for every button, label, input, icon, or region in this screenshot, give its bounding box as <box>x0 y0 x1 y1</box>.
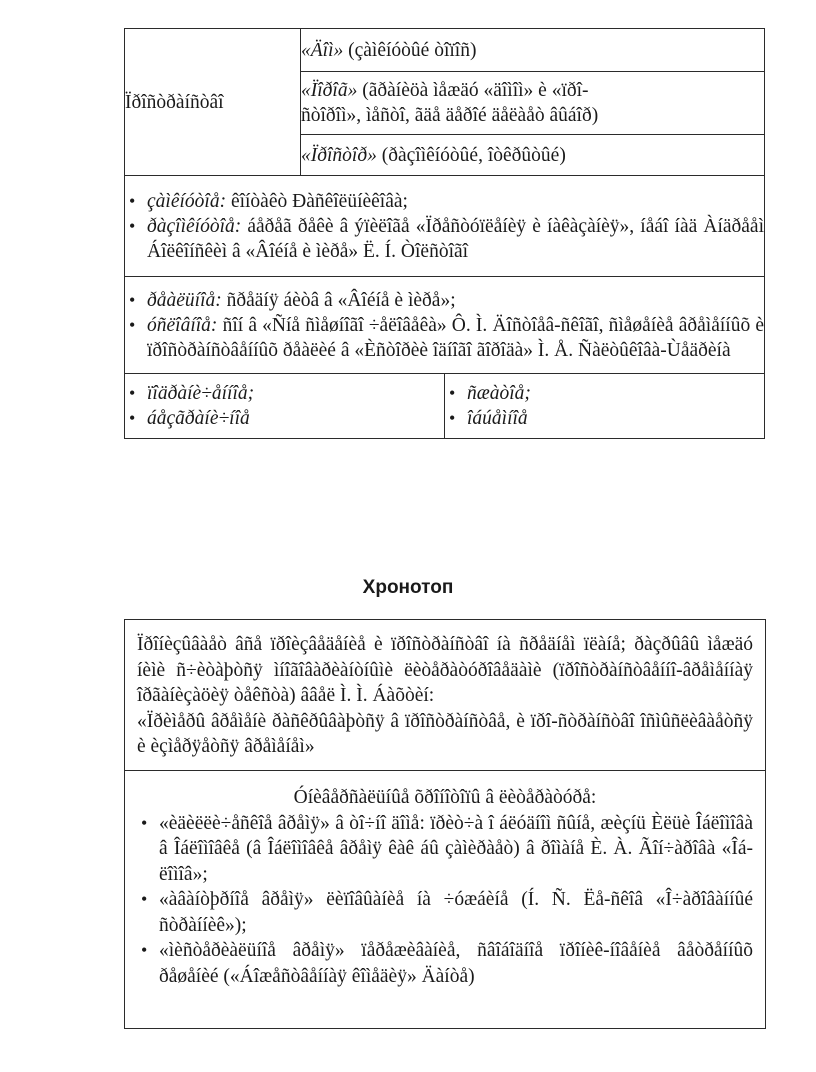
list-item: • «àâàíòþðíîå âðåìÿ» ëèïîâûàíèå íà ÷óæáèíå (Í. Ñ. Ëå-ñêîâ «Î÷àðîâàííûé ñòðàííèê»); <box>137 887 753 938</box>
item-term: óñëîâíîå: <box>147 314 218 336</box>
list-item <box>125 381 444 406</box>
closed-open-block <box>125 176 765 277</box>
item-text: ñðåäíÿ áèòâ â «Âîéíå è ìèðå»; <box>221 289 456 311</box>
item-term: çàìêíóòîå: <box>147 190 227 212</box>
space-type-home <box>301 29 765 72</box>
list-item: • «èäèëëè÷åñêîå âðåìÿ» â òî÷íî äîìå: ïðèò÷à î áëóäíîì ñûíå, æèçíü Èëüè Îáëîìîâà â Îáëîìîâêå (â Îáëîìîâêå âðåìÿ êàê áû çàìèðàåò) â ðîìàíå È. À. Ãîí÷àðîâà «Îá-ëîìîâ»; <box>137 811 753 888</box>
list-item <box>125 214 764 264</box>
space-label-cell <box>125 29 301 176</box>
bounded-block <box>125 374 445 439</box>
home-desc: (çàìêíóòûé òîïîñ) <box>343 39 477 61</box>
list-item <box>445 406 764 431</box>
volume-list <box>445 381 764 431</box>
volume-block <box>445 374 765 439</box>
item-text: êîíòàêò Ðàñêîëüíèêîâà; <box>226 190 408 212</box>
home-term: «Äîì» <box>301 39 344 61</box>
definition-paragraph: Ïðîíèçûâàåò âñå ïðîèçâåäåíèå è ïðîñòðàíñòâî íà ñðåäíåì ïëàíå; ðàçðûâû ìåæäó íèìè ñ÷èòàþòñÿ ìíîãîâàðèàíòíûìè ëèòåðàòóðîâåäàìè (ïðîñòðàíñòâåííî-âðåìåííàÿ îðãàíèçàöèÿ òåêñòà) ââåë Ì. Ì. Áàõòèí: <box>137 634 753 706</box>
chronotope-box <box>124 619 766 1029</box>
list-item <box>125 288 764 313</box>
item-term: ïîäðàíè÷åííîå; <box>147 383 255 404</box>
open-term: «Ïðîñòîð» <box>301 144 377 166</box>
item-text: áåðåã ðåêè â ýïèëîãå «Ïðåñòóïëåíèÿ è íàêàçàíèÿ», íåáî íàä Àíäðååì Áîëêîíñêèì â «Âîéíå è ìèðå» Ë. Í. Òîëñòîãî <box>147 215 765 262</box>
list-item <box>125 189 764 214</box>
item-text: ñîí â «Ñíå ñìåøíîãî ÷åëîâåêà» Ô. Ì. Äîñòîåâ-ñêîãî, ñìåøåíèå âðåìåííûõ è ïðîñòðàíñòâåííûõ ðåàëèé â «Èñòîðèè îäíîãî ãîðîäà» Ì. Å. Ñàëòûêîâà-Ùåäðèíà <box>147 314 765 361</box>
item-term: ðàçîìêíóòîå: <box>147 215 242 237</box>
list-item <box>125 313 764 363</box>
threshold-term: «Ïîðîã» <box>301 80 358 101</box>
open-desc: (ðàçîìêíóòûé, îòêðûòûé) <box>376 144 566 166</box>
list-item: • «ìèñòåðèàëüíîå âðåìÿ» ïåðåæèâàíèå, ñâîáîäíîå ïðîíèê-íîâåíèå âåòðåííûõ ðåøåíèé («Áîæåñòâåííàÿ êîìåäèÿ» Äàíòå) <box>137 938 753 989</box>
space-type-open <box>301 135 765 176</box>
closed-open-list <box>125 189 764 264</box>
chronotope-definition <box>125 620 765 771</box>
item-term: îáúåìíîå <box>467 408 528 429</box>
universal-chronotopes <box>125 771 765 1028</box>
real-conditional-list <box>125 288 764 363</box>
item-term: ðåàëüíîå: <box>147 289 222 311</box>
item-term: ñæàòîå; <box>467 383 531 404</box>
space-label: Ïðîñòðàíñòâî <box>125 91 224 113</box>
chronotope-list <box>137 811 753 990</box>
real-conditional-block <box>125 277 765 374</box>
threshold-desc: (ãðàíèöà ìåæäó «äîìîì» è «ïðî- ñòîðîì», ìåñòî, ãäå äåðîé äåëàåò âûáîð) <box>301 80 599 126</box>
section-heading: Хронотоп <box>362 577 454 598</box>
list-item <box>445 381 764 406</box>
item-term: áåçãðàíè÷íîå <box>147 408 250 429</box>
universal-heading: Óíèâåðñàëüíûå õðîíîòîïû â ëèòåðàòóðå: <box>293 787 597 808</box>
space-type-threshold <box>301 72 765 135</box>
literary-space-table <box>124 28 765 439</box>
bakhtin-quote: «Ïðèìåðû âðåìåíè ðàñêðûâàþòñÿ â ïðîñòðàíñòâå, è ïðî-ñòðàíñòâî îñìûñëèâàåòñÿ è èçìåðÿåòñÿ âðåìåíåì» <box>137 710 753 757</box>
bounded-list <box>125 381 444 431</box>
list-item <box>125 406 444 431</box>
